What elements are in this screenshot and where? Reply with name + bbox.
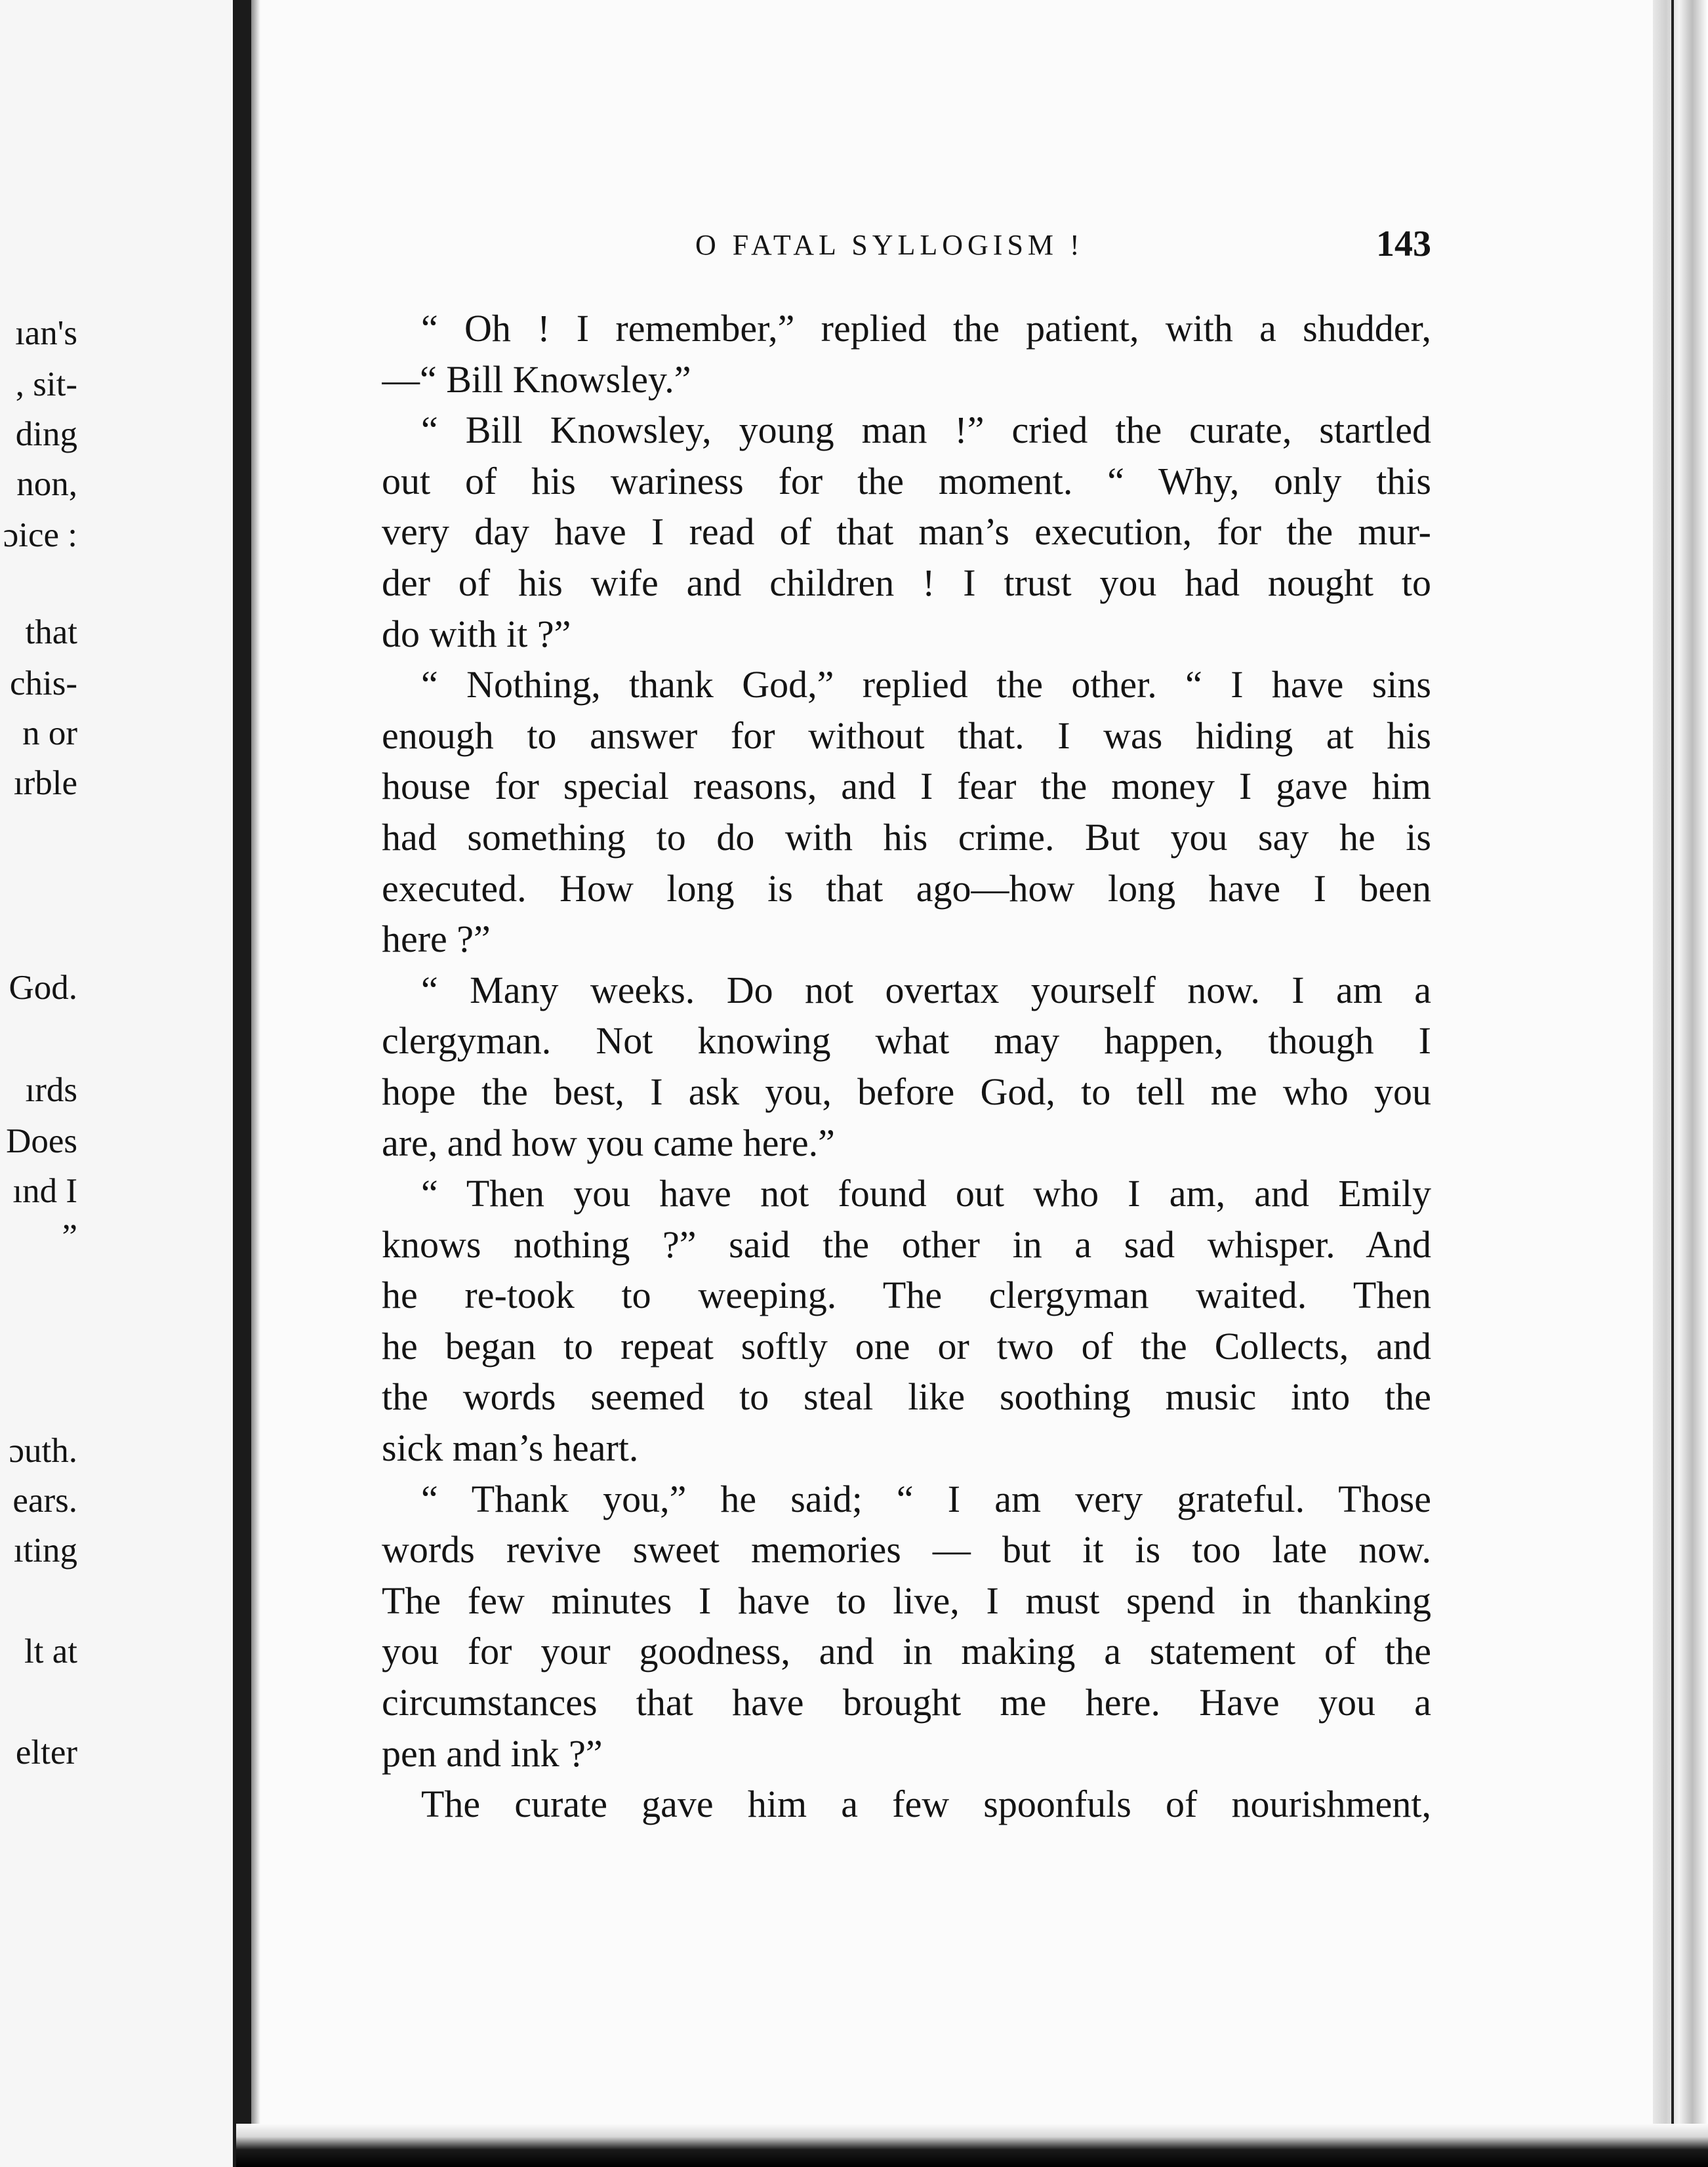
text-line: the words seemed to steal like soothing music into the (382, 1375, 1431, 1419)
page-stack-edge (1653, 0, 1708, 2167)
fragment-line: that (25, 613, 77, 651)
fragment-line: elter (15, 1733, 77, 1772)
text-line: sick man’s heart. (382, 1427, 639, 1470)
text-line: The curate gave him a few spoonfuls of nourishment, (421, 1783, 1431, 1826)
fragment-line: ıting (13, 1531, 77, 1570)
text-line: are, and how you came here.” (382, 1121, 835, 1164)
fragment-line: God. (9, 969, 77, 1007)
text-line: out of his wariness for the moment. “ Why, only this (382, 459, 1431, 502)
text-line: der of his wife and children ! I trust you had nought to (382, 561, 1431, 604)
fragment-line: chis- (9, 664, 77, 702)
text-line: circumstances that have brought me here. Have you a (382, 1681, 1431, 1724)
page-number: 143 (1376, 224, 1431, 264)
fragment-line: Does (6, 1122, 77, 1160)
text-line: pen and ink ?” (382, 1732, 603, 1775)
text-line: “ Thank you,” he said; “ I am very grateful. Those (421, 1477, 1431, 1520)
text-line: here ?” (382, 918, 491, 961)
text-line: he re-took to weeping. The clergyman waited. Then (382, 1274, 1431, 1317)
text-line: “ Oh ! I remember,” replied the patient, with a shudder, (421, 307, 1431, 350)
text-line: “ Bill Knowsley, young man !” cried the curate, startled (421, 409, 1431, 452)
text-line: The few minutes I have to live, I must spend in thanking (382, 1579, 1431, 1622)
fragment-line: , sit- (15, 365, 77, 403)
text-line: do with it ?” (382, 612, 571, 655)
previous-page-edge (0, 0, 243, 2167)
text-line: “ Nothing, thank God,” replied the other. “ I have sins (421, 663, 1431, 706)
text-line: he began to repeat softly one or two of the Collects, and (382, 1324, 1431, 1367)
text-line: you for your goodness, and in making a statement of the (382, 1630, 1431, 1673)
fragment-line: ıan's (15, 314, 77, 352)
fragment-line: ɔuth. (9, 1432, 77, 1470)
page-body-text (382, 303, 1431, 1830)
text-line: words revive sweet memories — but it is too late now. (382, 1528, 1431, 1571)
text-line: clergyman. Not knowing what may happen, though I (382, 1019, 1431, 1063)
fragment-line: ears. (12, 1482, 77, 1520)
fragment-line: n or (22, 714, 77, 752)
text-line: knows nothing ?” said the other in a sad whisper. And (382, 1223, 1431, 1266)
text-line: had something to do with his crime. But you say he is (382, 815, 1431, 859)
fragment-line: ırble (13, 764, 77, 802)
fragment-line: lt at (24, 1632, 77, 1671)
fragment-line: non, (16, 465, 77, 503)
fragment-line: ding (15, 415, 77, 453)
text-line: hope the best, I ask you, before God, to tell me who you (382, 1070, 1431, 1113)
previous-page-text-fragments (0, 0, 243, 2167)
text-line: enough to answer for without that. I was hiding at his (382, 714, 1431, 757)
fragment-line: ırds (25, 1071, 77, 1109)
page-edge-line (1671, 0, 1674, 2167)
text-line: house for special reasons, and I fear the money I gave him (382, 765, 1431, 808)
fragment-line: ɔice : (3, 516, 77, 554)
gutter-shadow (251, 0, 260, 2167)
page-bottom-edge (236, 2124, 1708, 2167)
book-binding-gutter (233, 0, 251, 2167)
fragment-line: ” (62, 1218, 77, 1256)
text-line: —“ Bill Knowsley.” (382, 357, 691, 401)
text-line: very day have I read of that man’s execution, for the mur- (382, 510, 1431, 554)
text-line: “ Many weeks. Do not overtax yourself now. I am a (421, 968, 1431, 1011)
text-line: executed. How long is that ago—how long have I been (382, 866, 1431, 910)
running-title: O FATAL SYLLOGISM ! (695, 229, 1084, 261)
fragment-line: ınd I (12, 1172, 77, 1210)
text-line: “ Then you have not found out who I am, and Emily (421, 1172, 1431, 1215)
